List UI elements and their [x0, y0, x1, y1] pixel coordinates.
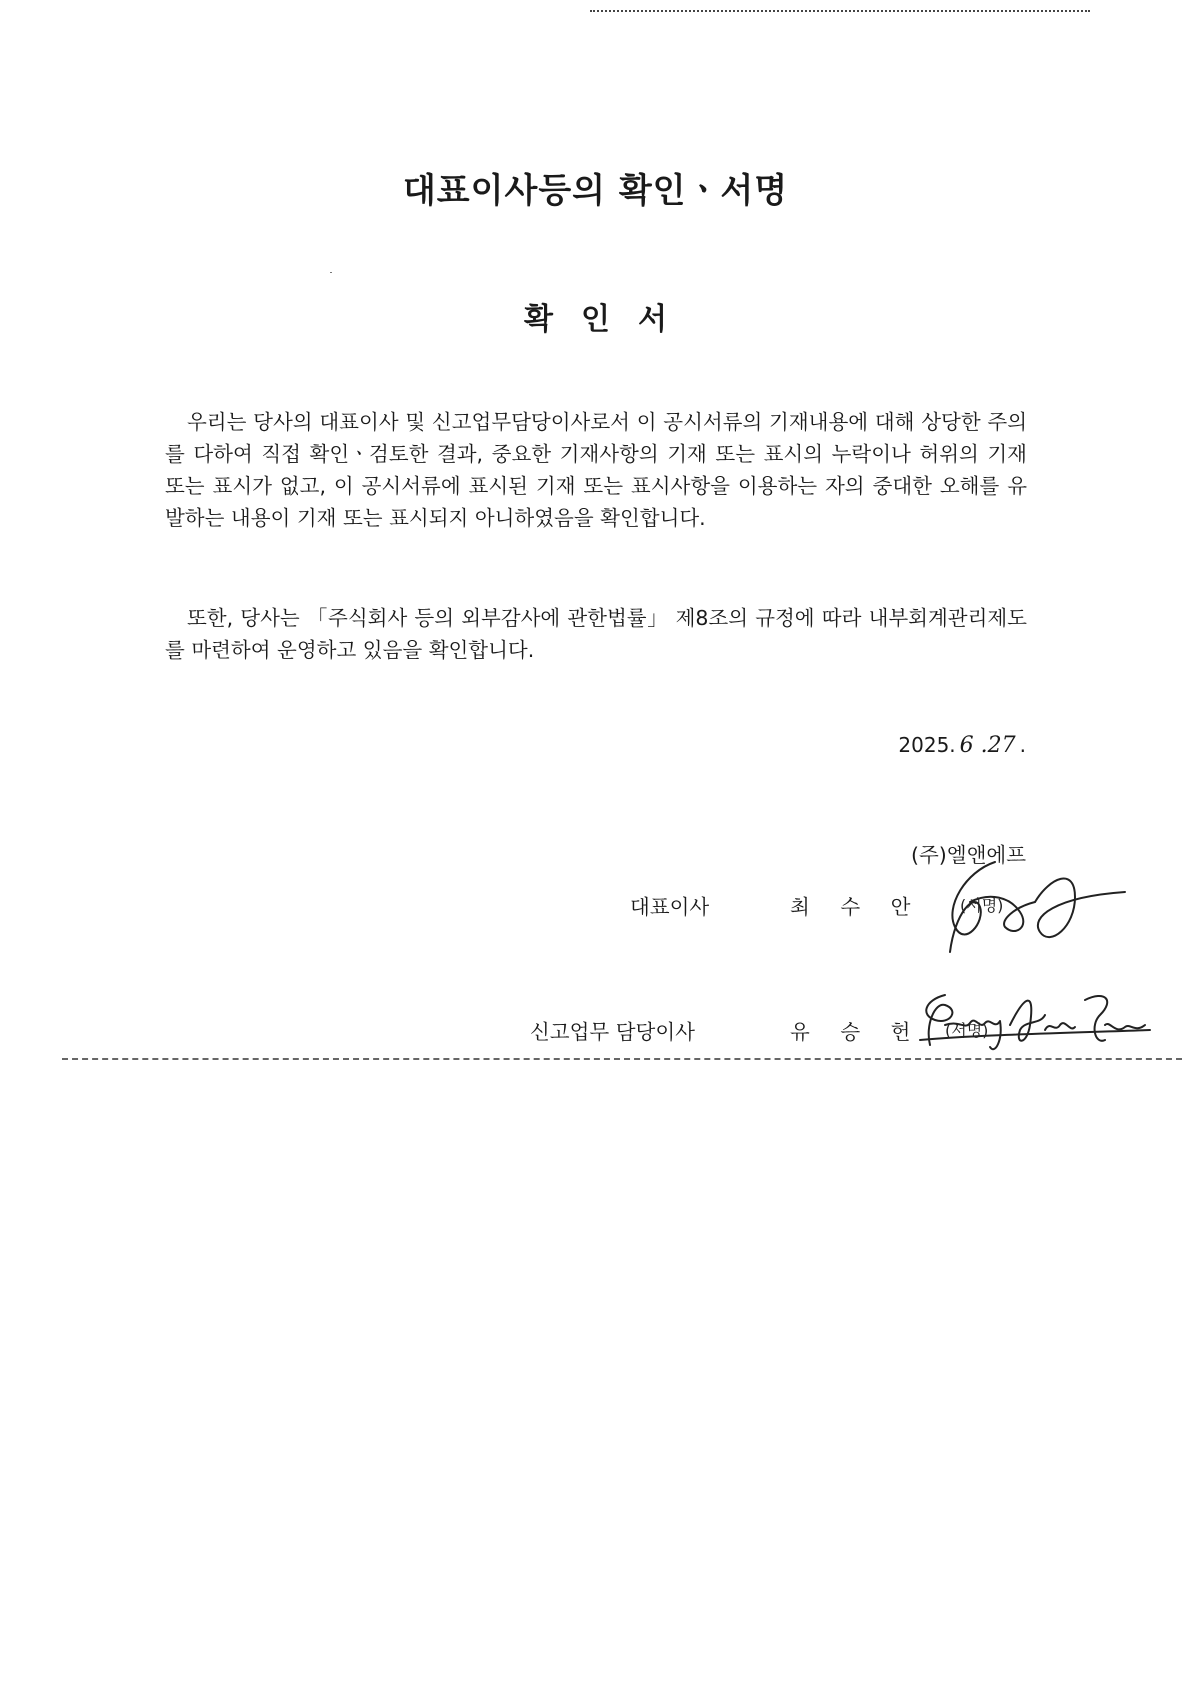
internal-control-paragraph: 또한, 당사는 「주식회사 등의 외부감사에 관한법률」 제8조의 규정에 따라 내부회계관리제도를 마련하여 운영하고 있음을 확인합니다. [165, 606, 1027, 662]
date-year: 2025. [898, 733, 956, 757]
date-trailing-dot: . [1019, 733, 1026, 757]
ceo-handwritten-signature [925, 852, 1135, 962]
signatory-role: 대표이사 [630, 895, 710, 919]
signatory-disclosure-director [0, 1015, 1191, 1095]
confirmation-paragraph: 우리는 당사의 대표이사 및 신고업무담당이사로서 이 공시서류의 기재내용에 대해 상당한 주의를 다하여 직접 확인ㆍ검토한 결과, 중요한 기재사항의 기재 또는 표시의 누락이나 허위의 기재 또는 표시가 없고, 이 공시서류에 표시된 기재 또는 표시사항을 이용하는 자의 중대한 오해를 유발하는 내용이 기재 또는 표시되지 아니하였음을 확인합니다. [165, 410, 1027, 530]
document-title: 대표이사등의 확인ㆍ서명 [402, 171, 789, 211]
seal-label: (서명) [960, 896, 1004, 915]
signatory-role: 신고업무 담당이사 [530, 1020, 695, 1044]
signatory-ceo [0, 890, 1191, 970]
seal-label: (서명) [945, 1021, 989, 1040]
scan-noise-top [590, 10, 1090, 12]
date-handwritten: 6 .27 [959, 733, 1016, 758]
date [898, 733, 1026, 758]
document-subtitle: 확인서 [524, 302, 695, 337]
director-handwritten-signature [915, 985, 1155, 1065]
signatory-name: 최 수 안 [790, 895, 923, 919]
signatory-name: 유 승 헌 [790, 1020, 923, 1044]
scan-noise-bottom [62, 1058, 1182, 1060]
company-name: (주)엘앤에프 [910, 843, 1026, 867]
scan-speck [330, 272, 332, 273]
